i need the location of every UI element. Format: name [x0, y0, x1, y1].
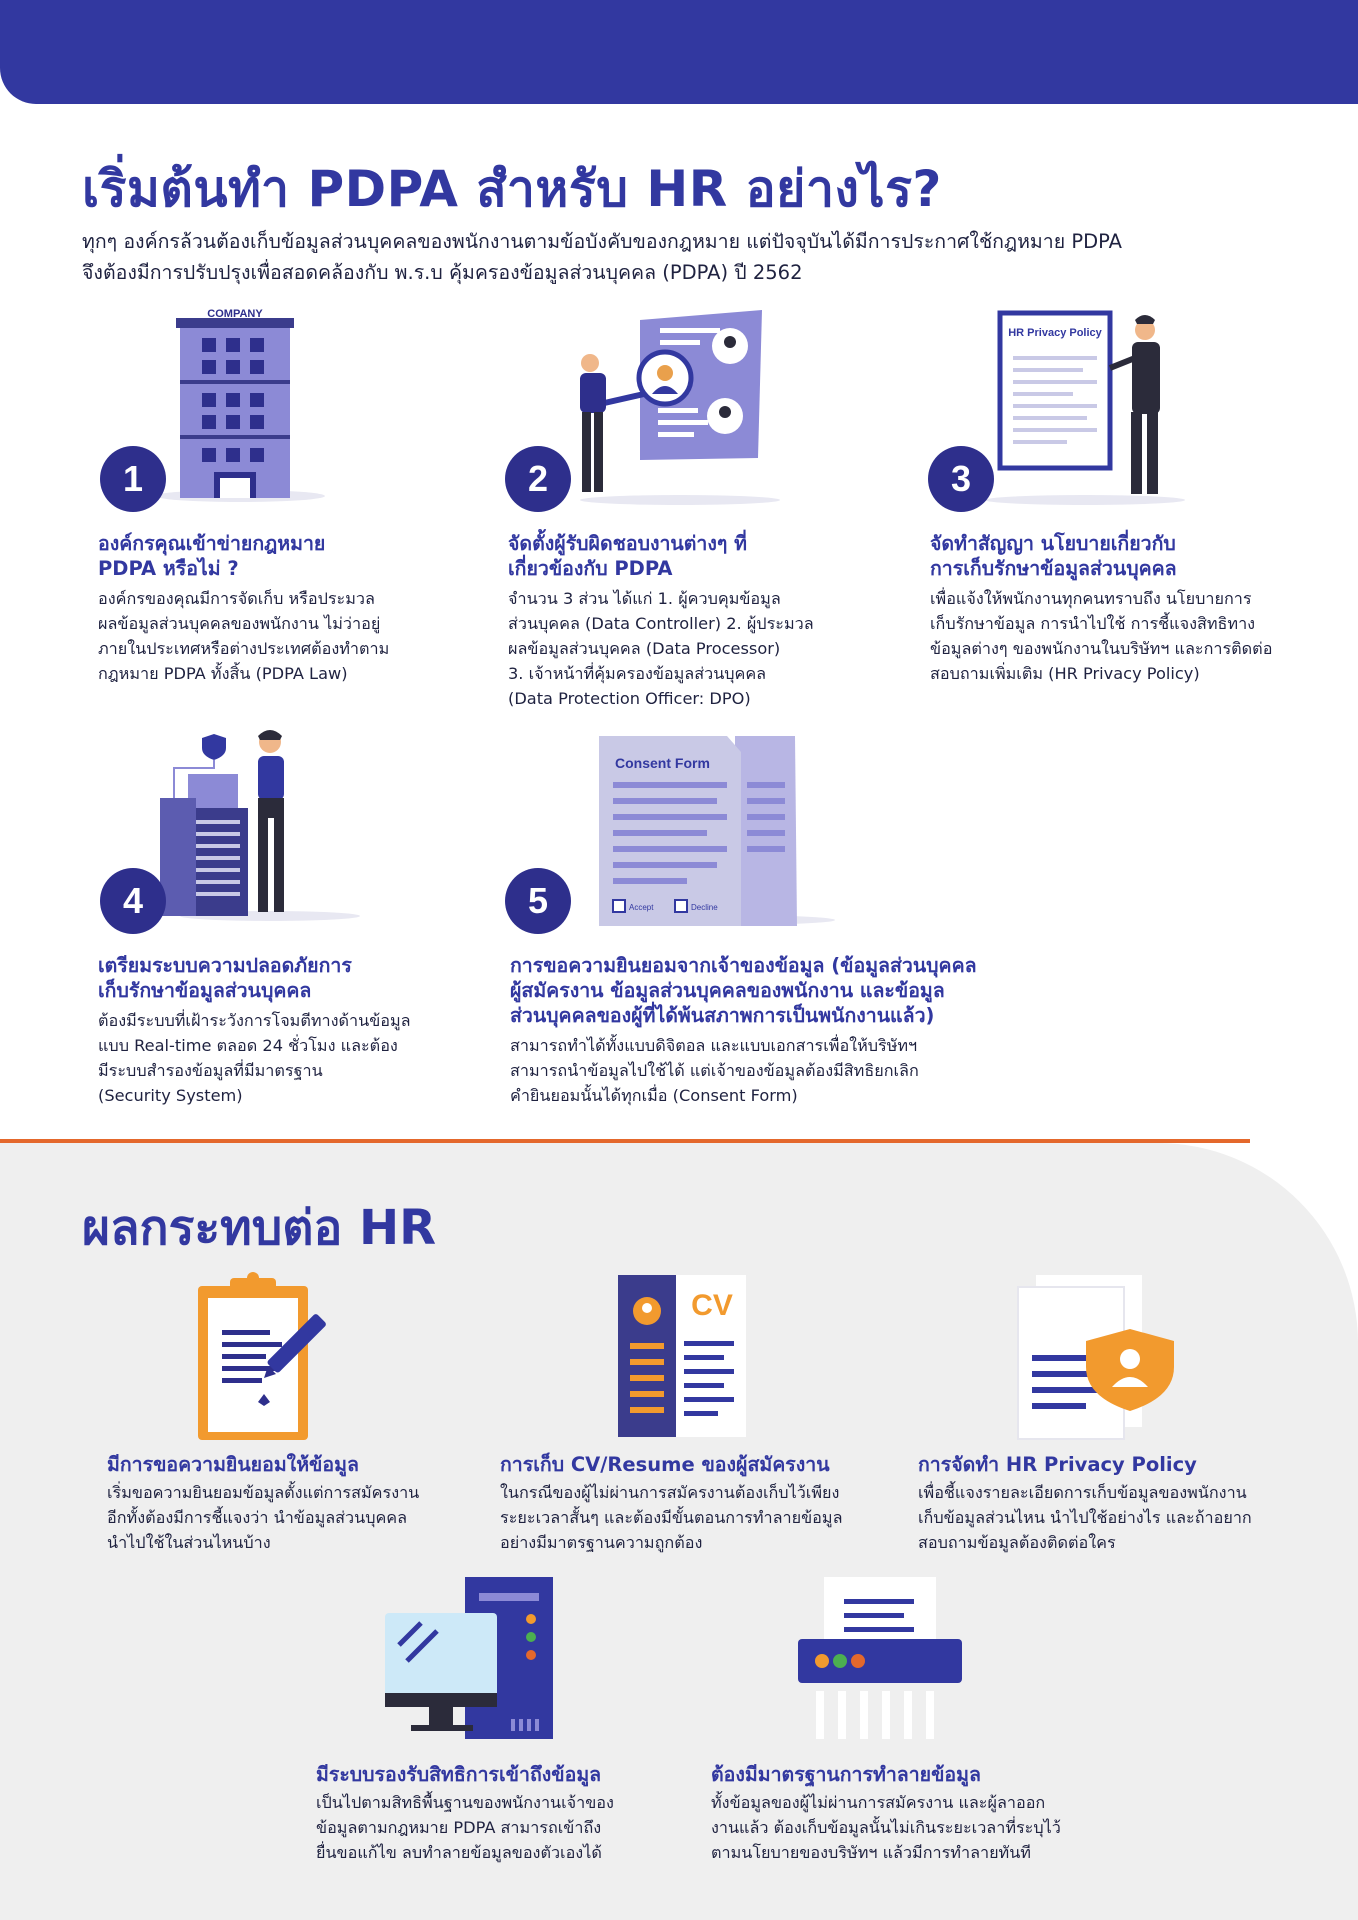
top-banner [0, 0, 1358, 104]
step-5-text [510, 953, 1030, 1108]
step-1-badge: 1 [100, 446, 166, 512]
privacy-policy-shield-icon [1010, 1275, 1180, 1440]
intro-text [82, 226, 1282, 288]
step-4-badge: 4 [100, 868, 166, 934]
intro-line: จึงต้องมีการปรับปรุงเพื่อสอดคล้องกับ พ.ร.บ คุ้มครองข้อมูลส่วนบุคคล (PDPA) ปี 2562 [82, 261, 803, 284]
company-label: COMPANY [207, 308, 263, 320]
hr-policy-board-label: HR Privacy Policy [1008, 327, 1102, 339]
company-building-illustration [150, 308, 320, 508]
paper-shredder-icon [798, 1577, 968, 1742]
step-4-desc: ต้องมีระบบที่เฝ้าระวังการโจมตีทางด้านข้อมูล แบบ Real-time ตลอด 24 ชั่วโมง และต้อง มีระบบสำรองข้อมูลที่มีมาตรฐาน (Security System) [98, 1011, 411, 1105]
impact-5-text [711, 1762, 1131, 1865]
step-5-title: การขอความยินยอมจากเจ้าของข้อมูล (ข้อมูลส่วนบุคคล ผู้สมัครงาน ข้อมูลส่วนบุคคลของพนักงาน และข้อมูล ส่วนบุคคลของผู้ที่ได้พ้นสภาพการเป็นพนักงานแล้ว) [510, 954, 977, 1027]
step-2-title: จัดตั้งผู้รับผิดชอบงานต่างๆ ที่ เกี่ยวข้องกับ PDPA [508, 532, 748, 580]
impact-1-title: มีการขอความยินยอมให้ข้อมูล [107, 1453, 359, 1476]
impact-title: ผลกระทบต่อ HR [82, 1200, 437, 1256]
impact-3-desc: เพื่อชี้แจงรายละเอียดการเก็บข้อมูลของพนักงาน เก็บข้อมูลส่วนไหน นำไปใช้อย่างไร และถ้าอยาก สอบถามข้อมูลต้องติดต่อใคร [918, 1483, 1252, 1552]
step-4-text [98, 953, 458, 1108]
step-4-title: เตรียมระบบความปลอดภัยการ เก็บรักษาข้อมูลส่วนบุคคล [98, 954, 352, 1002]
impact-3-title: การจัดทำ HR Privacy Policy [918, 1453, 1197, 1476]
impact-1-text [107, 1452, 467, 1555]
step-1-desc: องค์กรของคุณมีการจัดเก็บ หรือประมวล ผลข้อมูลส่วนบุคคลของพนักงาน ไม่ว่าอยู่ ภายในประเทศหรือต่างประเทศต้องทำตาม กฎหมาย PDPA ทั้งสิ้น (PDPA Law) [98, 589, 390, 683]
step-2-text [508, 531, 888, 711]
step-3-title: จัดทำสัญญา นโยบายเกี่ยวกับ การเก็บรักษาข้อมูลส่วนบุคคล [930, 532, 1177, 580]
impact-2-text [500, 1452, 900, 1555]
impact-2-title: การเก็บ CV/Resume ของผู้สมัครงาน [500, 1453, 830, 1476]
impact-4-text [316, 1762, 696, 1865]
cv-document-icon [618, 1275, 748, 1440]
impact-1-desc: เริ่มขอความยินยอมข้อมูลตั้งแต่การสมัครงาน อีกทั้งต้องมีการชี้แจงว่า นำข้อมูลส่วนบุคคล นำไปใช้ในส่วนไหนบ้าง [107, 1483, 420, 1552]
impact-5-title: ต้องมีมาตรฐานการทำลายข้อมูล [711, 1763, 981, 1786]
decline-label: Decline [691, 903, 718, 912]
computer-access-icon [385, 1577, 555, 1742]
step-3-desc: เพื่อแจ้งให้พนักงานทุกคนทราบถึง นโยบายการ เก็บรักษาข้อมูล การนำไปใช้ การชี้แจงสิทธิทาง ข้อมูลต่างๆ ของพนักงานในบริษัทฯ และการติดต่อ สอบถามเพิ่มเติม (HR Privacy Policy) [930, 589, 1273, 683]
resume-search-illustration [560, 308, 780, 508]
impact-4-desc: เป็นไปตามสิทธิพื้นฐานของพนักงานเจ้าของ ข้อมูลตามกฎหมาย PDPA สามารถเข้าถึง ยื่นขอแก้ไข ลบทำลายข้อมูลของตัวเองได้ [316, 1793, 614, 1862]
consent-form-illustration [585, 730, 825, 930]
step-2-desc: จำนวน 3 ส่วน ได้แก่ 1. ผู้ควบคุมข้อมูล ส่วนบุคคล (Data Controller) 2. ผู้ประมวล ผลข้อมูลส่วนบุคคล (Data Processor) 3. เจ้าหน้าที่คุ้มครองข้อมูลส่วนบุคคล (Data Protection Officer: DPO) [508, 589, 814, 708]
step-1-text [98, 531, 438, 686]
impact-5-desc: ทั้งข้อมูลของผู้ไม่ผ่านการสมัครงาน และผู้ลาออก งานแล้ว ต้องเก็บข้อมูลนั้นไม่เกินระยะเวลาที่ระบุไว้ ตามนโยบายของบริษัทฯ แล้วมีการทำลายทันที [711, 1793, 1061, 1862]
cv-label: CV [691, 1289, 733, 1322]
consent-form-label: Consent Form [615, 755, 710, 771]
step-1-title: องค์กรคุณเข้าข่ายกฎหมาย PDPA หรือไม่ ? [98, 532, 326, 580]
section-divider [0, 1139, 1250, 1143]
impact-4-title: มีระบบรองรับสิทธิการเข้าถึงข้อมูล [316, 1763, 602, 1786]
security-server-illustration [160, 728, 350, 923]
impact-3-text [918, 1452, 1318, 1555]
step-5-desc: สามารถทำได้ทั้งแบบดิจิตอล และแบบเอกสารเพื่อให้บริษัทฯ สามารถนำข้อมูลไปใช้ได้ แต่เจ้าของข้อมูลต้องมีสิทธิยกเลิก คำยินยอมนั้นได้ทุกเมื่อ (Consent Form) [510, 1036, 919, 1105]
step-3-badge: 3 [928, 446, 994, 512]
step-5-badge: 5 [505, 868, 571, 934]
step-3-text [930, 531, 1330, 686]
clipboard-pen-icon [196, 1270, 346, 1445]
page-title: เริ่มต้นทำ PDPA สำหรับ HR อย่างไร? [82, 160, 942, 218]
step-2-badge: 2 [505, 446, 571, 512]
intro-line: ทุกๆ องค์กรล้วนต้องเก็บข้อมูลส่วนบุคคลของพนักงานตามข้อบังคับของกฎหมาย แต่ปัจจุบันได้มีการประกาศใช้กฎหมาย PDPA [82, 230, 1122, 253]
impact-2-desc: ในกรณีของผู้ไม่ผ่านการสมัครงานต้องเก็บไว้เพียง ระยะเวลาสั้นๆ และต้องมีขั้นตอนการทำลายข้อมูล อย่างมีมาตรฐานความถูกต้อง [500, 1483, 843, 1552]
hr-policy-board-illustration [975, 308, 1185, 508]
accept-label: Accept [629, 903, 654, 912]
